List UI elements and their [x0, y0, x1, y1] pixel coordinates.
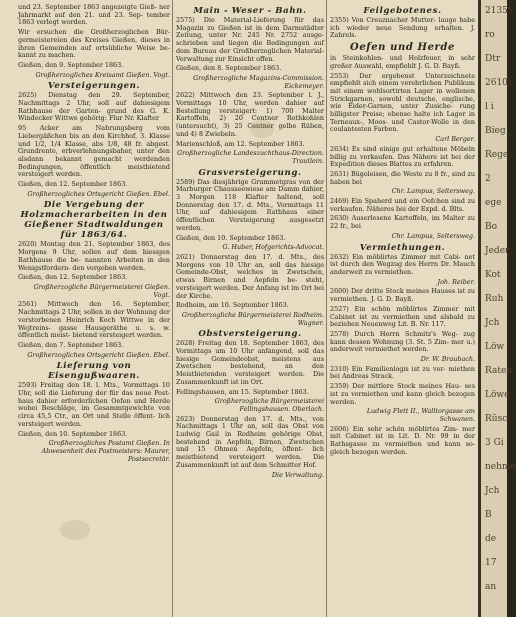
notice-text: 2593) Freitag den 18. l. Mts., Vormittags 10 Uhr, soll die Lieferung der für das neue Post- haus dahier erforderlichen Oefen und Herde wobei Beschläge, im Gesammtgewichte von circa 45,5 Ctr., an Ort und Stelle öffent- lich versteigert werden. — [18, 381, 170, 428]
notice-text: Gießen, den 10. September 1863. — [18, 429, 128, 438]
section-heading: Main - Weser - Bahn. — [193, 6, 307, 16]
edge-fragment: 2610) — [485, 78, 512, 88]
paper-stain — [60, 520, 90, 540]
notice-signature: Großherzogliche Landeszuchthaus-Direction. Trautlein. — [177, 149, 324, 165]
column-left — [18, 4, 170, 465]
edge-fragment: 2135) — [485, 6, 512, 16]
notice-text: 2553) Der ergebenst Unterzeichnete empfiehlt sich einem verehrlichen Publikum mit einem wohlsortirten Lager in wollenen Strickgarnen, sowohl deutsche, englische, wie Eider-Garnen, unter Zusiche- rung billigster Preise; ebenso halte ich Lager in Terneaux-, Moos- und Castor-Wolle in den coulantesten Farben. — [330, 71, 475, 134]
notice-text: 2630) Auserlesene Kartoffeln, im Malter zu 22 fr., bei — [330, 214, 475, 231]
notice-text: Gießen, den 12. September 1863. — [18, 273, 128, 282]
notice-text: 2606) Ein sehr schön möblirtes Zim- mer mit Cabinet ist in Lit. D. Nr. 99 in der Rathsgasse zu vermiethen und kann so- gleich bezogen werden. — [330, 424, 475, 456]
notice-signature: G. Huber, Hofgerichts-Advocat. — [222, 243, 324, 252]
notice-signature: Carl Berger. — [435, 135, 475, 144]
edge-fragment: Kot — [485, 270, 501, 280]
edge-fragment: Jch — [485, 486, 500, 496]
notice-signature: Chr. Lampus, Seltersweg. — [391, 231, 475, 240]
notice-text: Fellingshausen, am 15. September 1863. — [176, 387, 309, 396]
notice-text: Wir ersuchen die Großherzoglichen Bür- germeistereien des Kreises Gießen, dieses in ihren Gemeinden auf ortsübliche Weise be- kannt zu machen. — [18, 28, 170, 60]
notice-text: 2631) Bügeleisen, die Weste zu 8 fr., sind zu haben bei — [330, 169, 475, 186]
edge-fragment: Dtr — [485, 54, 501, 64]
notice-signature: Chr. Lampus, Seltersweg. — [391, 187, 475, 196]
edge-fragment: Raten — [485, 366, 513, 376]
notice-text: 2561) Mittwoch den 16. September, Nachmittags 2 Uhr, sollen in der Wohnung der verstorbenen Heinrich Koch Wittwe in der Wejtreins- gasse Hausgeräthe u. s. w. öffentlich meist- bietend versteigert werden. — [18, 300, 170, 340]
notice-text: 2622) Mittwoch den 23. September l. J., Vormittags 10 Uhr, werden dahier auf Bestellung versteigert: 1) 700 Malter Kartoffeln, 2) 20 Centner Rothkohlen (untersucht), 3) 25 Centner gelbe Rüben, und 4) 8 Zwiebeln. — [176, 91, 324, 138]
section-heading: Feilgebotenes. — [363, 6, 442, 16]
notice-text: Gießen, den 9. September 1863. — [18, 60, 124, 69]
edge-fragment: 17 — [485, 558, 497, 568]
column-right — [330, 4, 475, 458]
notice-text: Rodheim, am 10. September 1863. — [176, 301, 289, 310]
edge-fragment: Löw — [485, 342, 505, 352]
notice-text: 2625) Dienstag den 29. September, Nachmittags 2 Uhr, soll auf dahiesigem Rathhause der Garten- grund des G. K. Windecker Wittwe gehörig: Flur Nr. Klafter — [18, 91, 170, 123]
notice-text: 2359) Der mittlere Stock meines Hau- ses ist zu vermiethen und kann gleich bezogen werden. — [330, 382, 475, 406]
edge-fragment: an — [485, 582, 497, 592]
notice-text: Gießen, den 12. September 1863. — [18, 180, 128, 189]
notice-text: Gießen, den 8. September 1863. — [176, 64, 282, 73]
section-heading: Die Vergebung der Holzmacherarbeiten in den Gießener Stadtwaldungen für 1863/64. — [20, 200, 168, 241]
notice-text: Gießen, den 7. September 1863. — [18, 340, 124, 349]
notice-signature: Großherzogliche Bürgermeisterei Fellingshausen. Oberlach. — [214, 397, 324, 413]
notice-text: 2578) Durch Herrn Schmitz's Weg- zug kann dessen Wohnung (3. St. 5 Zim- mer u.) anderweit vermiethet werden. — [330, 329, 475, 354]
notice-signature: Joh. Reiber. — [437, 277, 475, 286]
notice-text: 2600) Der dritte Stock meines Hauses ist zu vermiethen. J. G. D. Bayß. — [330, 287, 475, 304]
notice-text: 2632) Ein möblirtes Zimmer mit Cabi- net ist durch den Wegzug des Herrn Dr. Mauch anderweit zu vermiethen. — [330, 252, 475, 276]
section-heading: Obstversteigerung. — [198, 329, 302, 340]
edge-fragment: Rege — [485, 150, 509, 160]
notice-text: 2623) Donnerstag den 17. d. Mts., von Nachmittags 1 Uhr an, soll das Obst von Ludwig Gail in Rodheim gehörige Obst, bestehend in Aepfeln, Birnen, Zwetschen und 15 Ohmen Aepfeln, öffent- lich meistbietend versteigert werden. Die Zusammenkunft ist auf dem Schmitter Hof. — [176, 414, 324, 469]
notice-text: und 23. September 1863 angezeigte Gieß- ner Jahrmarkt auf den 21. und 23. Sep- tember 1863 verlegt worden. — [18, 3, 170, 27]
edge-fragment: Bo — [485, 222, 498, 232]
notice-signature: Dr. W. Braubach. — [420, 355, 475, 364]
section-heading: Lieferung von Eisengußwaaren. — [48, 361, 140, 382]
notice-signature: Großherzogliches Ortsgericht Gießen. Ebel. — [27, 350, 170, 359]
notice-text: 2310) Ein Familienlogis ist zu ver- miethen bei Andreas Strack. — [330, 364, 475, 381]
edge-fragment: de — [485, 534, 497, 544]
column-middle — [176, 4, 324, 481]
edge-fragment: B — [485, 510, 492, 520]
notice-text: 2527) Ein schön möblirtes Zimmer mit Cabinet ist zu vermiethen und alsbald zu beziehen Neuenweg Lit. B. Nr. 117. — [330, 304, 475, 329]
section-heading: Grasversteigerung. — [198, 167, 302, 178]
edge-fragment: nehme — [485, 462, 516, 472]
notice-text: 2589) Das diesjährige Grummetgras von der Marburger Chausseewiese am Damm dahier, 3 Morgen 118 Klafter haltend, soll Donnerstag den 17. d. Mts., Vormittags 11 Uhr, auf dahiesigem Rathhaus einer öffentlichen Versteigerung ausgesetzt werden. — [176, 177, 324, 232]
notice-signature: Großherzogliches Postamt Gießen. In Abwesenheit des Postmeisters: Maurer, Postsecretär. — [41, 439, 170, 463]
edge-fragment: Jch — [485, 318, 500, 328]
notice-signature: Ludwig Flett II., Walltorgasse am Schwanen. — [366, 407, 475, 423]
paper-stain — [250, 120, 274, 138]
section-heading: Versteigerungen. — [47, 81, 141, 92]
notice-signature: Großherzogliche Bürgermeisterei Gießen. Vogt. — [33, 282, 170, 299]
notice-text: 2355) Von Creuznacher Mutter- lauge habe ich wieder neue Sendung erhalten. J. Zahrels. — [330, 16, 475, 40]
column-rule — [172, 0, 173, 617]
notice-text: 2634) Es sind einige gut erhaltene Möbeln billig zu verkaufen. Das Nähere ist bei der Expedition dieses Blattes zu erfahren. — [330, 144, 475, 169]
edge-fragment: ro — [485, 30, 495, 40]
notice-text: 2621) Donnerstag den 17. d. Mts., des Morgens von 10 Uhr an, soll das hiesige Gemeinde-Obst, welches in Zwetschen, etwas Birnen und Aepfeln be- steht, versteigert werden. Der Anfang ist im Ort bei der Kirche. — [176, 252, 325, 300]
edge-fragment: Jeder — [485, 246, 510, 256]
column-rule — [326, 0, 327, 617]
notice-text: 2628) Freitag den 18. September 1863, des Vormittags um 10 Uhr anfangend, soll das hiesige Gemeindeobst, meistens aus Zwetschen bestehend, an den Meistbietenden versteigert werden. Die Zusammenkunft ist im Ort. — [176, 339, 324, 386]
notice-text: 2469) Ein Spaherd und ein Oefchen sind zu verkaufen. Näheres bei der Expd. d. Blts. — [330, 197, 475, 213]
edge-fragment: Ruh — [485, 294, 504, 304]
edge-fragment: Löwe — [485, 390, 510, 400]
notice-text: Gießen, den 10. September 1863. — [176, 233, 286, 242]
section-heading: Vermiethungen. — [359, 242, 446, 253]
notice-signature: Die Verwaltung. — [271, 470, 324, 479]
notice-signature: Großherzogliche Magazins-Commission. Eickemeyer. — [193, 73, 324, 90]
notice-text: Marienschloß, am 12. September 1863. — [176, 139, 305, 148]
edge-fragment: 2 — [485, 174, 491, 184]
notice-text: 95 Acker am Nahrungsberg vom Liebergäßchen bis an den Kirchhof, 3. Klasse und 1/2, 1/4 Klasse, abs 1/8, 48 fr. abgest. Grundrente, erbverlehnungsbaher, unter den alsdann bekannt gemacht werdenden Bedingungen, öffentlich meistbietend versteigert werden. — [18, 124, 170, 179]
notice-signature: Großherzogliches Ortsgericht Gießen. Ebel. — [27, 189, 170, 198]
edge-fragment: Rüsc — [485, 414, 508, 424]
edge-fragment: ege — [485, 198, 502, 208]
edge-fragment: l i — [485, 102, 494, 112]
notice-text: 2620) Montag den 21. September 1863, des Morgens 9 Uhr, sollen auf dem hiesigen Rathhause die be- nannten Arbeiten in den Wenigstfordern- den vergeben werden. — [18, 240, 170, 272]
notice-text: in Steinkohlen- und Holzfeuer, in sehr großer Auswahl, empfiehlt J. G. D. Bayß. — [330, 54, 475, 70]
notice-text: 2575) Die Material-Lieferung für das Magazin zu Gießen ist in dem Darmstädter Zeitung, unter Nr. 245 Nr. 2752 ausge- schrieben und liegen die Bedingungen auf dem Bureau der Großherzoglichen Material- Verwaltung zur Einsicht offen. — [176, 16, 324, 63]
edge-fragment: Bieg — [485, 126, 506, 136]
notice-signature: Großherzogliches Kreisamt Gießen. Vogt. — [35, 70, 170, 79]
section-heading: Oefen und Herde — [350, 42, 455, 54]
notice-signature: Großherzogliche Bürgermeisterei Rodheim. Wagner. — [181, 310, 324, 327]
edge-fragment: 3 Gi — [485, 438, 504, 448]
adjacent-page-edge — [478, 0, 516, 617]
